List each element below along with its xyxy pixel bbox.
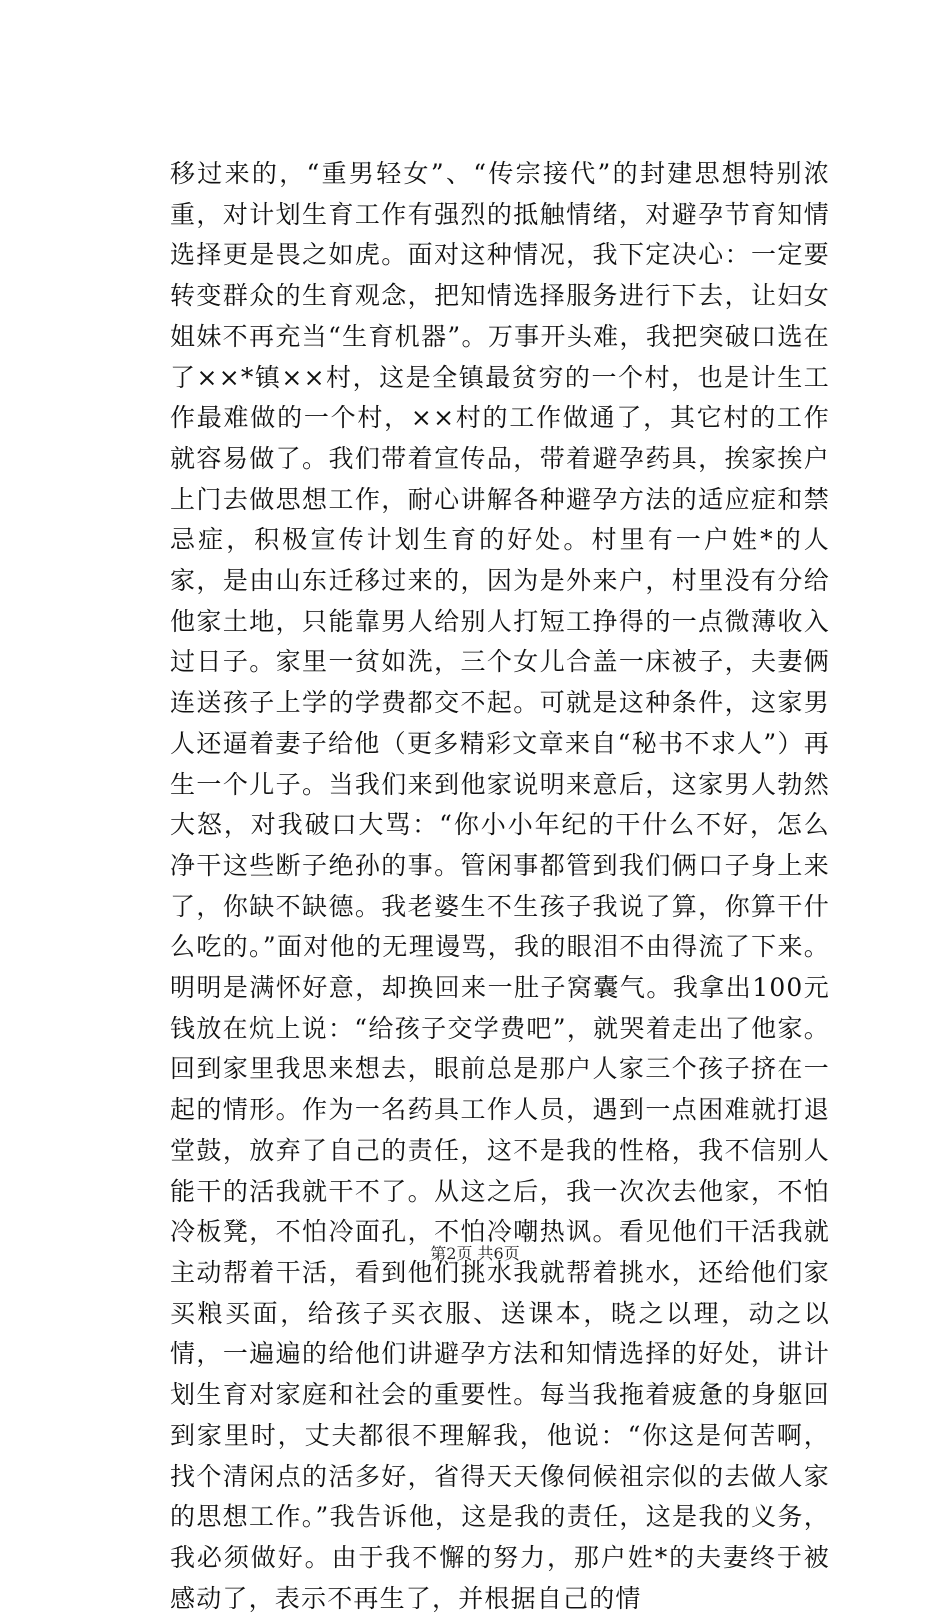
page-number-footer: 第2页 共6页 [430,1244,520,1263]
body-paragraph: 移过来的，“重男轻女”、“传宗接代”的封建思想特别浓重，对计划生育工作有强烈的抵触情绪，对避孕节育知情选择更是畏之如虎。面对这种情况，我下定决心：一定要转变群众的生育观念，把知情选择服务进行下去，让妇女姐妹不再充当“生育机器”。万事开头难，我把突破口选在了××*镇××村，这是全镇最贫穷的一个村，也是计生工作最难做的一个村，××村的工作做通了，其它村的工作就容易做了。我们带着宣传品，带着避孕药具，挨家挨户上门去做思想工作，耐心讲解各种避孕方法的适应症和禁忌症，积极宣传计划生育的好处。村里有一户姓*的人家，是由山东迁移过来的，因为是外来户，村里没有分给他家土地，只能靠男人给别人打短工挣得的一点微薄收入过日子。家里一贫如洗，三个女儿合盖一床被子，夫妻俩连送孩子上学的学费都交不起。可就是这种条件，这家男人还逼着妻子给他（更多精彩文章来自“秘书不求人”）再生一个儿子。当我们来到他家说明来意后，这家男人勃然大怒，对我破口大骂：“你小小年纪的干什么不好，怎么净干这些断子绝孙的事。管闲事都管到我们俩口子身上来了，你缺不缺德。我老婆生不生孩子我说了算，你算干什么吃的。”面对他的无理谩骂，我的眼泪不由得流了下来。明明是满怀好意，却换回来一肚子窝囊气。我拿出100元钱放在炕上说：“给孩子交学费吧”，就哭着走出了他家。回到家里我思来想去，眼前总是那户人家三个孩子挤在一起的情形。作为一名药具工作人员，遇到一点困难就打退堂鼓，放弃了自己的责任，这不是我的性格，我不信别人能干的活我就干不了。从这之后，我一次次去他家，不怕冷板凳，不怕冷面孔，不怕冷嘲热讽。看见他们干活我就主动帮着干活，看到他们挑水我就帮着挑水，还给他们家买粮买面，给孩子买衣服、送课本，晓之以理，动之以情，一遍遍的给他们讲避孕方法和知情选择的好处，讲计划生育对家庭和社会的重要性。每当我拖着疲惫的身躯回到家里时，丈夫都很不理解我，他说：“你这是何苦啊，找个清闲点的活多好，省得天天像伺候祖宗似的去做人家的思想工作。”我告诉他，这是我的责任，这是我的义务，我必须做好。由于我不懈的努力，那户姓*的夫妻终于被感动了，表示不再生了，并根据自己的情 [170,159,830,1613]
